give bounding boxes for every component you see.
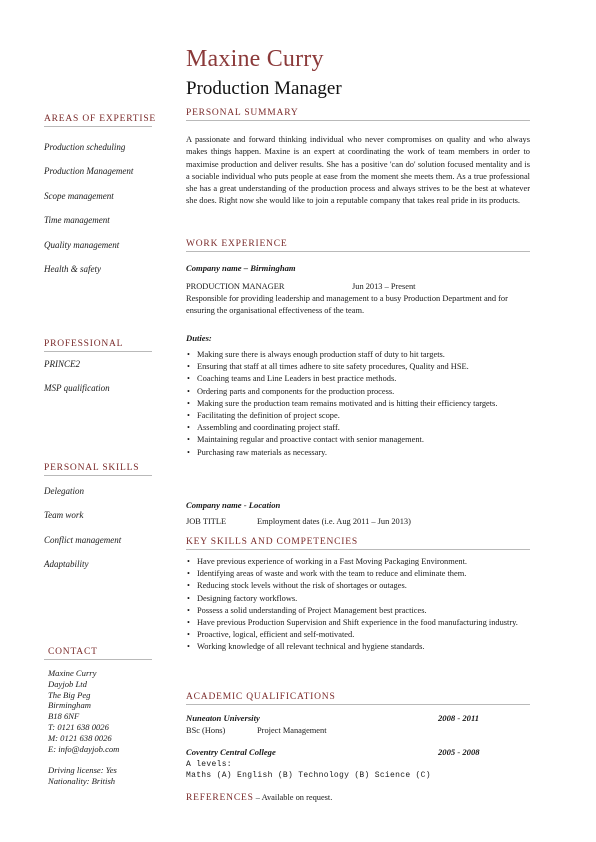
personal-skill-item: Team work [44,510,84,521]
company1-name: Company name – Birmingham [186,263,296,273]
college-dates: 2005 - 2008 [438,747,480,757]
role2-dates: Employment dates (i.e. Aug 2011 – Jun 2013) [257,517,411,526]
summary-text: A passionate and forward thinking individual who never compromises on quality and who always makes things happen. Maxine is an expert at coordinating the work of team members in order to maximise production and deliver results. She has a positive 'can do' solution focused mentality and is a sociable individual who puts people at ease from the moment she meets them. As a true professional she has a great understanding of the production process and always strives to be the best at whatever she does. Right now she would like to join a reputable company that takes real pride in its products. [186,135,530,206]
skills-sidebar-rule [44,475,152,476]
expertise-item: Production Management [44,166,134,177]
professional-list [44,352,110,401]
contact-line: Birmingham [48,700,91,711]
duty-item: • Ensuring that staff at all times adhere to site safety procedures, Quality and HSE. [186,361,530,373]
duty-item: • Ordering parts and components for the production process. [186,386,530,398]
contact-email[interactable]: E: info@dayjob.com [48,743,120,754]
duty-item: • Making sure there is always enough production staff of duty to hit targets. [186,349,530,361]
summary-rule [186,120,530,121]
academic-rule [186,704,530,705]
key-skill-item: • Reducing stock levels without the risk of shortages or outages. [186,580,530,592]
references-line [186,793,332,803]
expertise-list [44,135,133,281]
personal-skills-list [44,479,121,577]
candidate-name: Maxine Curry [186,46,324,72]
contact-rule [44,659,152,660]
contact-line: T: 0121 638 0026 [48,721,109,732]
key-skills-list [186,556,530,654]
expertise-item: Scope management [44,190,114,201]
expertise-item: Quality management [44,239,120,250]
duty-item: • Purchasing raw materials as necessary. [186,447,530,459]
nationality: Nationality: British [48,776,116,787]
key-skill-item: • Proactive, logical, efficient and self-motivated. [186,629,530,641]
contact-heading: CONTACT [48,647,98,657]
contact-block [48,668,119,787]
references-text: – Available on request. [253,793,333,802]
contact-line: Maxine Curry [48,668,97,678]
key-skills-heading: KEY SKILLS AND COMPETENCIES [186,537,358,547]
duties-list [186,349,530,459]
key-skill-item: • Have previous Production Supervision and Shift experience in the food manufacturing industry. [186,617,530,629]
academic-heading: ACADEMIC QUALIFICATIONS [186,692,336,702]
work-rule [186,251,530,252]
university-name: Nuneaton University [186,713,260,723]
key-skill-item: • Possess a solid understanding of Project Management best practices. [186,605,530,617]
candidate-title: Production Manager [186,78,342,99]
role2-title: JOB TITLE [186,517,227,526]
duty-item: • Assembling and coordinating project staff. [186,422,530,434]
professional-item: MSP qualification [44,383,110,394]
expertise-item: Time management [44,215,110,226]
personal-skill-item: Conflict management [44,534,122,545]
degree-type: BSc (Hons) [186,726,226,735]
duty-item: • Making sure the production team remains motivated and is hitting their efficiency targets. [186,398,530,410]
contact-line: Dayjob Ltd [48,678,87,689]
key-skill-item: • Have previous experience of working in a Fast Moving Packaging Environment. [186,556,530,568]
key-skill-item: • Identifying areas of waste and work with the team to reduce and eliminate them. [186,568,530,580]
degree-subject: Project Management [257,726,327,735]
duties-heading: Duties: [186,333,212,343]
company2-name: Company name - Location [186,500,281,510]
professional-heading: PROFESSIONAL [44,339,124,349]
summary-heading: PERSONAL SUMMARY [186,108,299,118]
role1-dates: Jun 2013 – Present [352,282,416,291]
personal-skill-item: Delegation [44,486,84,496]
expertise-item: Health & safety [44,264,101,275]
personal-skill-item: Adaptability [44,559,89,570]
college-name: Coventry Central College [186,747,276,757]
alevels-grades: Maths (A) English (B) Technology (B) Science (C) [186,771,431,780]
university-dates: 2008 - 2011 [438,713,480,723]
driving-license: Driving license: Yes [48,765,117,776]
contact-line: The Big Peg [48,689,91,700]
key-skill-item: • Designing factory workflows. [186,593,530,605]
expertise-heading: AREAS OF EXPERTISE [44,114,157,124]
contact-line: M: 0121 638 0026 [48,732,112,743]
duty-item: • Coaching teams and Line Leaders in best practice methods. [186,373,530,385]
contact-line: B18 6NF [48,711,80,722]
duty-item: • Facilitating the definition of project scope. [186,410,530,422]
skills-sidebar-heading: PERSONAL SKILLS [44,463,140,473]
key-skills-rule [186,549,530,550]
duty-item: • Maintaining regular and proactive contact with senior management. [186,434,530,446]
key-skill-item: • Working knowledge of all relevant technical and hygiene standards. [186,641,530,653]
contact-spacer [48,754,119,765]
work-heading: WORK EXPERIENCE [186,239,288,249]
alevels-label: A levels: [186,760,232,769]
references-heading: REFERENCES [186,793,254,803]
expertise-item: Production scheduling [44,142,126,152]
professional-item: PRINCE2 [44,359,80,369]
expertise-rule [44,126,152,127]
role1-description: Responsible for providing leadership and management to a busy Production Department and for ensuring the organisational effectiveness of the team. [186,294,508,316]
role1-title: PRODUCTION MANAGER [186,282,285,291]
